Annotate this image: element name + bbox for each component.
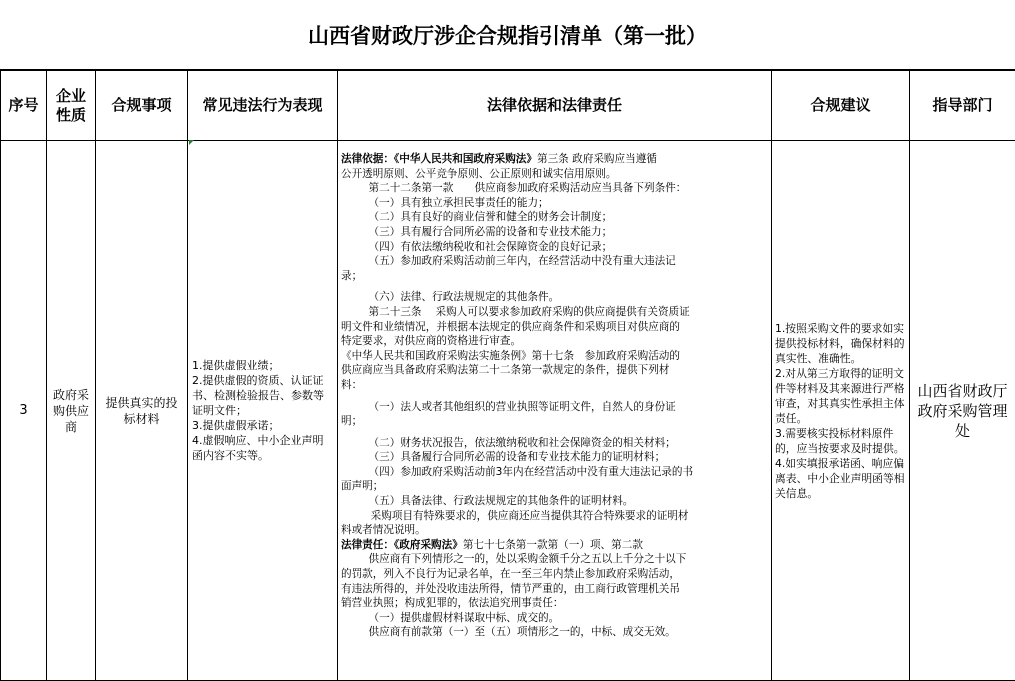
law-line: 第二十三条 采购人可以要求参加政府采购的供应商提供有关资质证 xyxy=(341,305,768,320)
table-row xyxy=(1,141,1015,681)
law-line: 供应商有前款第（一）至（五）项情形之一的，中标、成交无效。 xyxy=(341,625,768,640)
law-line: （六）法律、行政法规规定的其他条件。 xyxy=(341,290,768,305)
law-line: （四）有依法缴纳税收和社会保障资金的良好记录； xyxy=(341,240,768,255)
law-line: （五）具备法律、行政法规规定的其他条件的证明材料。 xyxy=(341,494,768,509)
law-line: 供应商应当具备政府采购法第二十二条第一款规定的条件，提供下列材 xyxy=(341,363,768,378)
header-advice[interactable]: 合规建议 xyxy=(772,71,910,141)
law-line: （五）参加政府采购活动前三年内，在经营活动中没有重大违法记 xyxy=(341,254,768,269)
cell-behaviors[interactable] xyxy=(188,141,338,681)
law-text: 第三条 政府采购应当遵循 xyxy=(537,153,657,165)
law-line: 有违法所得的，并处没收违法所得，情节严重的，由工商行政管理机关吊 xyxy=(341,582,768,597)
law-line: （四）参加政府采购活动前3年内在经营活动中没有重大违法记录的书 xyxy=(341,465,768,480)
cell-item[interactable]: 提供真实的投 标材料 xyxy=(96,141,188,681)
law-line: （二）财务状况报告，依法缴纳税收和社会保障资金的相关材料； xyxy=(341,436,768,451)
advice-item: 2.对从第三方取得的证明文件等材料及其来源进行严格审查，对其真实性承担主体责任。 xyxy=(775,366,906,426)
law-line: 录； xyxy=(341,269,768,284)
law-line: 明文件和业绩情况，并根据本法规定的供应商条件和采购项目对供应商的 xyxy=(341,320,768,335)
law-line: 销营业执照；构成犯罪的，依法追究刑事责任： xyxy=(341,596,768,611)
law-line: 《中华人民共和国政府采购法实施条例》第十七条 参加政府采购活动的 xyxy=(341,349,768,364)
law-line: （三）具有履行合同所必需的设备和专业技术能力； xyxy=(341,225,768,240)
law-line: 料： xyxy=(341,378,768,393)
advice-item: 1.按照采购文件的要求如实提供投标材料，确保材料的真实性、准确性。 xyxy=(775,321,906,366)
law-line: 的罚款，列入不良行为记录名单，在一至三年内禁止参加政府采购活动， xyxy=(341,567,768,582)
law-line: 明； xyxy=(341,414,768,429)
law-line: （一）法人或者其他组织的营业执照等证明文件，自然人的身份证 xyxy=(341,400,768,415)
basis-source: 《中华人民共和国政府采购法》 xyxy=(394,153,537,165)
compliance-table xyxy=(0,70,1015,681)
liability-source: 《政府采购法》 xyxy=(394,539,463,551)
law-line: 采购项目有特殊要求的，供应商还应当提供其符合特殊要求的证明材 xyxy=(341,509,768,524)
law-line xyxy=(341,538,768,553)
law-line: （三）具备履行合同所必需的设备和专业技术能力的证明材料； xyxy=(341,450,768,465)
cell-department[interactable]: 山西省财政厅政府采购管理处 xyxy=(910,141,1015,681)
behavior-item: 4.虚假响应、中小企业声明函内容不实等。 xyxy=(192,433,333,463)
header-behaviors[interactable]: 常见违法行为表现 xyxy=(188,71,338,141)
law-line: 特定要求，对供应商的资格进行审查。 xyxy=(341,334,768,349)
law-line: 面声明； xyxy=(341,479,768,494)
header-enterprise[interactable]: 企业 性质 xyxy=(47,71,96,141)
law-line: 第二十二条第一款 供应商参加政府采购活动应当具备下列条件： xyxy=(341,181,768,196)
liability-label: 法律责任： xyxy=(341,539,394,551)
basis-label: 法律依据： xyxy=(341,153,394,165)
law-line: （一）提供虚假材料谋取中标、成交的。 xyxy=(341,611,768,626)
law-line xyxy=(341,152,768,167)
behavior-item: 1.提供虚假业绩； xyxy=(192,358,333,373)
sheet-title: 山西省财政厅涉企合规指引清单（第一批） xyxy=(0,0,1015,70)
header-seq[interactable]: 序号 xyxy=(1,71,47,141)
header-item[interactable]: 合规事项 xyxy=(96,71,188,141)
header-department[interactable]: 指导部门 xyxy=(910,71,1015,141)
law-line: （二）具有良好的商业信誉和健全的财务会计制度； xyxy=(341,210,768,225)
cell-seq[interactable]: 3 xyxy=(1,141,47,681)
header-row xyxy=(1,71,1015,141)
behavior-item: 3.提供虚假承诺； xyxy=(192,418,333,433)
behavior-item: 2.提供虚假的资质、认证证书、检测检验报告、参数等证明文件； xyxy=(192,373,333,418)
advice-item: 4.如实填报承诺函、响应偏离表、中小企业声明函等相关信息。 xyxy=(775,456,906,501)
cell-advice[interactable] xyxy=(772,141,910,681)
cell-enterprise[interactable]: 政府采 购供应 商 xyxy=(47,141,96,681)
law-line: 供应商有下列情形之一的，处以采购金额千分之五以上千分之十以下 xyxy=(341,552,768,567)
law-line: （一）具有独立承担民事责任的能力； xyxy=(341,196,768,211)
cell-law[interactable] xyxy=(338,141,772,681)
law-line: 公开透明原则、公平竞争原则、公正原则和诚实信用原则。 xyxy=(341,167,768,182)
law-text: 第七十七条第一款第（一）项、第二款 xyxy=(463,539,643,551)
advice-item: 3.需要核实投标材料原件的，应当按要求及时提供。 xyxy=(775,426,906,456)
cell-comment-marker xyxy=(189,140,194,145)
header-law[interactable]: 法律依据和法律责任 xyxy=(338,71,772,141)
law-line: 料或者情况说明。 xyxy=(341,523,768,538)
